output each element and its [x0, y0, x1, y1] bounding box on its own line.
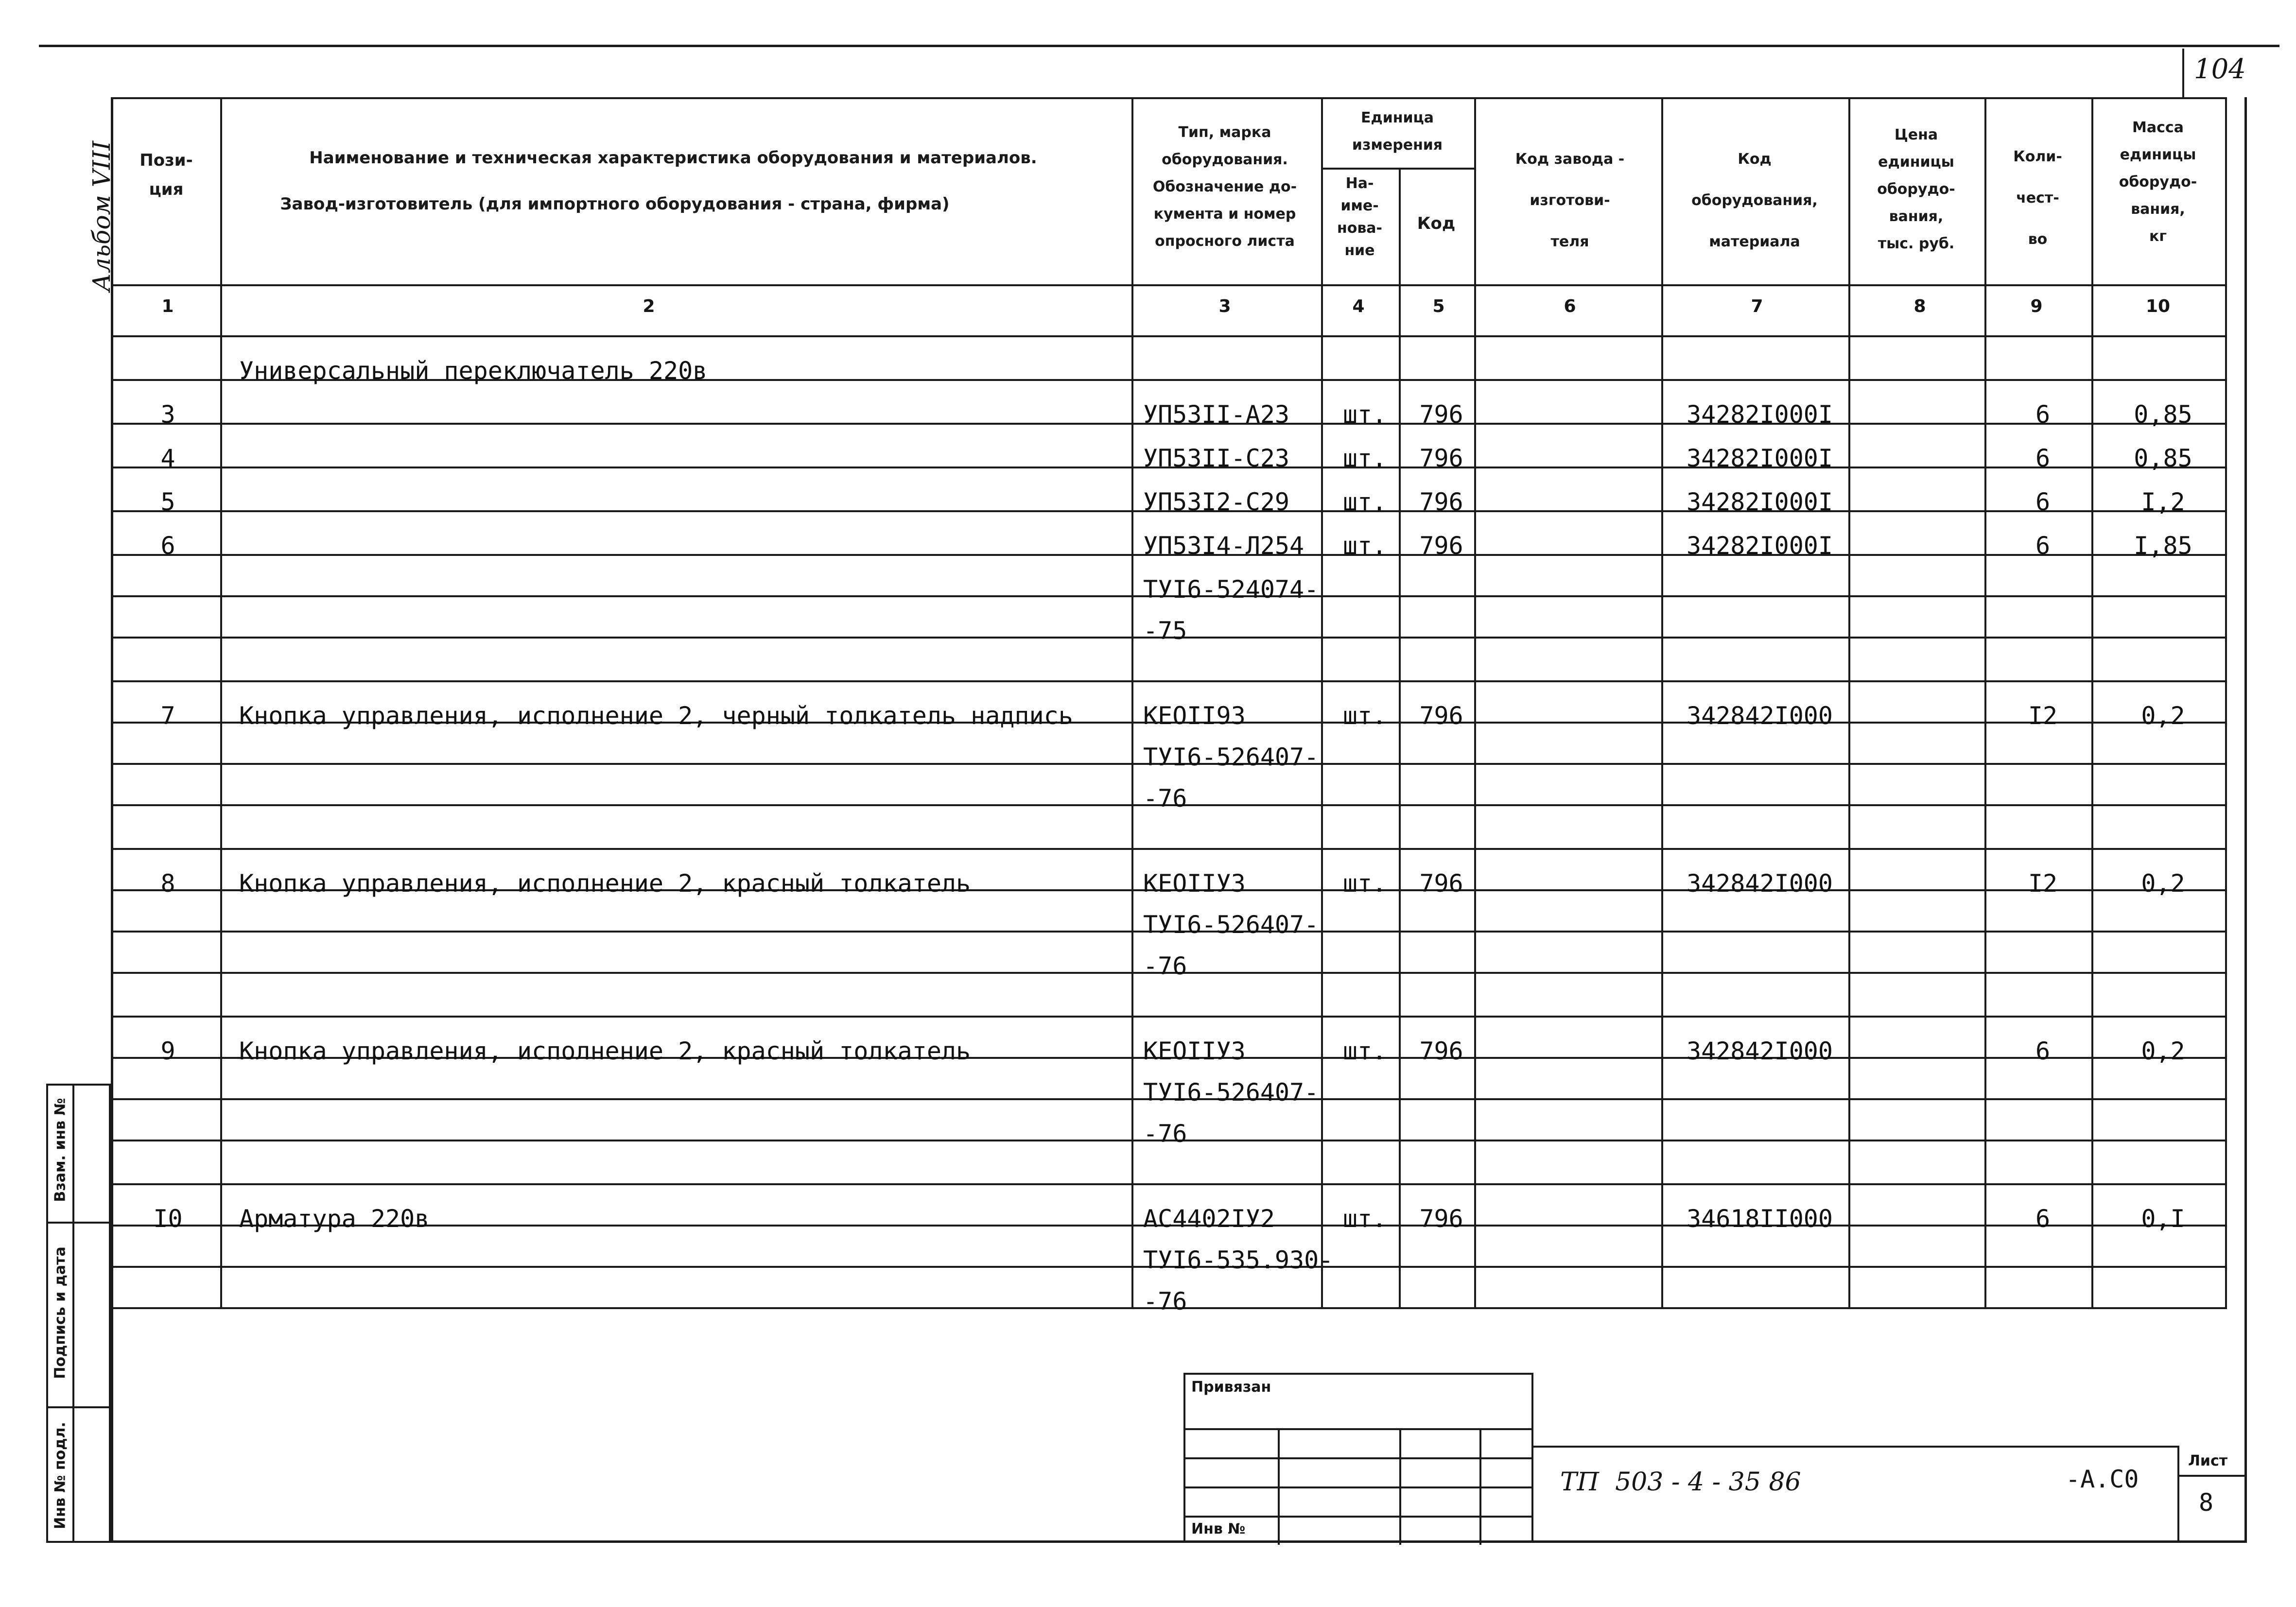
row-quantity: I2 [2028, 702, 2058, 730]
header-quantity: Коли- чест- во [2013, 148, 2062, 248]
col-number: 6 [1564, 296, 1576, 316]
row-quantity: 6 [2035, 400, 2051, 429]
row-unit: шт. [1342, 444, 1387, 472]
inv-no-label: Инв № [1191, 1521, 1246, 1538]
col-number: 9 [2030, 296, 2043, 316]
header-name-line1: Наименование и техническая характеристика оборудования и материалов. [309, 148, 1037, 168]
row-unit-code: 796 [1419, 702, 1463, 730]
col-number: 7 [1751, 296, 1763, 316]
row-type: ТУI6-524074- [1143, 575, 1319, 604]
row-equip-code: 34282I000I [1686, 444, 1833, 472]
row-unit-code: 796 [1419, 532, 1463, 560]
header-type: Тип, марка оборудования. Обозначение до- кумента и номер опросного листа [1152, 124, 1297, 250]
header-name-line2: Завод-изготовитель (для импортного оборудования - страна, фирма) [280, 194, 950, 214]
row-type: КЕOIIУ3 [1143, 1037, 1246, 1065]
row-unit: шт. [1342, 488, 1387, 516]
row-quantity: 6 [2035, 1205, 2051, 1233]
row-equip-code: 34282I000I [1686, 532, 1833, 560]
row-type: ТУI6-526407- [1143, 743, 1319, 771]
row-name: Кнопка управления, исполнение 2, черный толкатель надпись [239, 702, 1073, 730]
row-equip-code: 34282I000I [1686, 400, 1833, 429]
sheet-number: 8 [2199, 1488, 2214, 1517]
side-stamp [46, 1084, 111, 1543]
row-type: -76 [1143, 1120, 1187, 1148]
row-mass: 0,85 [2134, 400, 2192, 429]
row-unit-code: 796 [1419, 869, 1463, 898]
row-type: -76 [1143, 784, 1187, 812]
col-number: 4 [1352, 296, 1365, 316]
row-unit: шт. [1342, 1205, 1387, 1233]
row-type: ТУI6-526407- [1143, 911, 1319, 939]
row-position: 3 [160, 400, 175, 429]
row-mass: 0,2 [2141, 869, 2185, 898]
page-number: 104 [2194, 53, 2246, 85]
row-type: -76 [1143, 952, 1187, 980]
row-type: АС4402IУ2 [1143, 1205, 1275, 1233]
row-name: Кнопка управления, исполнение 2, красный толкатель [239, 869, 971, 898]
header-unit-group: Единица измерения [1352, 109, 1443, 154]
row-position: I0 [153, 1205, 183, 1233]
row-quantity: I2 [2028, 869, 2058, 898]
row-name: Кнопка управления, исполнение 2, красный толкатель [239, 1037, 971, 1065]
row-equip-code: 34282I000I [1686, 488, 1833, 516]
row-unit: шт. [1342, 1037, 1387, 1065]
row-mass: 0,I [2141, 1205, 2185, 1233]
row-type: УП53II-С23 [1143, 444, 1290, 472]
row-unit-code: 796 [1419, 1205, 1463, 1233]
header-unit-code: Код [1417, 214, 1456, 233]
doc-suffix: -А.С0 [2066, 1465, 2139, 1493]
row-mass: I,2 [2141, 488, 2185, 516]
stamp-podpis: Подпись и дата [52, 1246, 69, 1379]
row-unit: шт. [1342, 702, 1387, 730]
header-position: Пози- ция [139, 151, 193, 199]
row-type: ТУI6-526407- [1143, 1078, 1319, 1106]
stamp-vzam: Взам. инв № [52, 1098, 69, 1202]
row-position: 4 [160, 444, 175, 472]
bottom-frame-line [111, 1540, 2247, 1543]
row-type: УП53I2-С29 [1143, 488, 1290, 516]
row-mass: 0,2 [2141, 1037, 2185, 1065]
row-mass: 0,85 [2134, 444, 2192, 472]
doc-code: ТП 503 - 4 - 35 86 [1560, 1468, 1801, 1497]
col-number: 8 [1913, 296, 1926, 316]
col-number: 2 [643, 296, 655, 316]
album-label: Альбом VIII [87, 140, 116, 292]
row-type: ТУI6-535.930- [1143, 1246, 1334, 1274]
sheet-box [2177, 1446, 2247, 1543]
row-quantity: 6 [2035, 532, 2051, 560]
row-mass: I,85 [2134, 532, 2192, 560]
row-equip-code: 34618II000 [1686, 1205, 1833, 1233]
row-unit-code: 796 [1419, 444, 1463, 472]
right-frame-line [2244, 97, 2247, 1543]
binding-block [1183, 1373, 1533, 1543]
row-equip-code: 342842I000 [1686, 1037, 1833, 1065]
row-type: КЕOIIУ3 [1143, 869, 1246, 898]
row-quantity: 6 [2035, 488, 2051, 516]
row-type: КЕOII93 [1143, 702, 1246, 730]
col-number: 3 [1218, 296, 1231, 316]
row-position: 6 [160, 532, 175, 560]
row-type: -76 [1143, 1287, 1187, 1315]
row-position: 8 [160, 869, 175, 898]
header-price: Цена единицы оборудо- вания, тыс. руб. [1877, 126, 1955, 252]
row-quantity: 6 [2035, 1037, 2051, 1065]
row-unit-code: 796 [1419, 1037, 1463, 1065]
stamp-inv: Инв № подл. [52, 1422, 69, 1529]
header-mass: Масса единицы оборудо- вания, кг [2119, 119, 2197, 245]
col-number: 10 [2145, 296, 2171, 316]
row-mass: 0,2 [2141, 702, 2185, 730]
header-mfr-code: Код завода - изготови- теля [1515, 151, 1625, 250]
row-unit: шт. [1342, 400, 1387, 429]
row-name: Арматура 220в [239, 1205, 430, 1233]
row-position: 7 [160, 702, 175, 730]
col-number: 5 [1432, 296, 1445, 316]
header-unit-name: На- име- нова- ние [1337, 175, 1383, 259]
privyazan-label: Привязан [1191, 1379, 1271, 1396]
row-unit: шт. [1342, 869, 1387, 898]
header-equip-code: Код оборудования, материала [1691, 151, 1818, 250]
row-type: -75 [1143, 617, 1187, 645]
col-number: 1 [161, 296, 174, 316]
sheet-label: Лист [2188, 1452, 2228, 1469]
row-unit-code: 796 [1419, 488, 1463, 516]
row-type: УП53II-А23 [1143, 400, 1290, 429]
row-type: УП53I4-Л254 [1143, 532, 1305, 560]
title-divider [1533, 1446, 2177, 1448]
row-position: 5 [160, 488, 175, 516]
row-equip-code: 342842I000 [1686, 702, 1833, 730]
row-equip-code: 342842I000 [1686, 869, 1833, 898]
row-unit: шт. [1342, 532, 1387, 560]
top-border-line [39, 45, 2279, 47]
row-name: Универсальный переключатель 220в [239, 357, 708, 385]
row-quantity: 6 [2035, 444, 2051, 472]
row-unit-code: 796 [1419, 400, 1463, 429]
row-position: 9 [160, 1037, 175, 1065]
page-number-box [2182, 49, 2247, 97]
